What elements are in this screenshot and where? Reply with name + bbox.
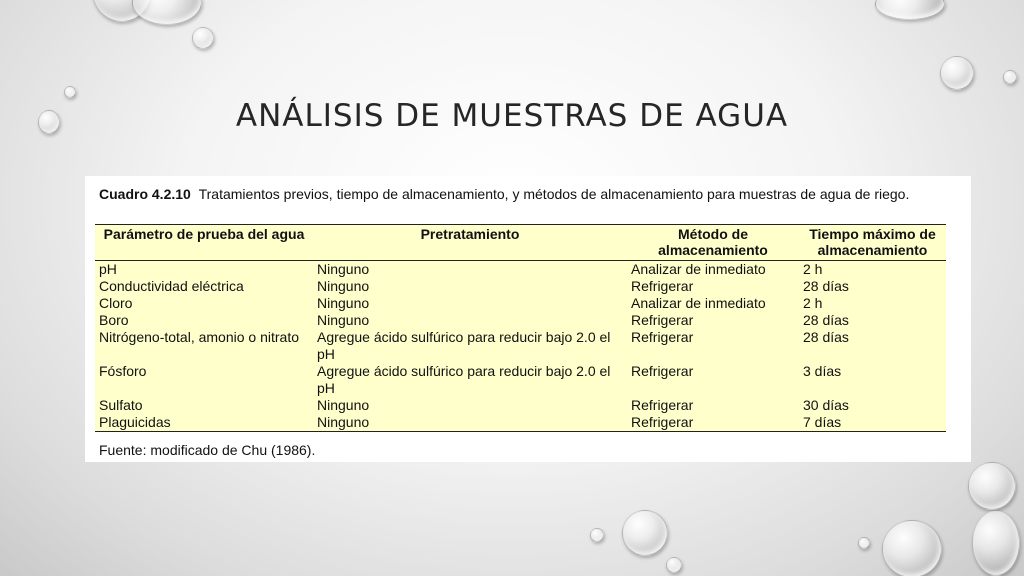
water-drop-decoration (1003, 70, 1017, 84)
cell-storage-method: Refrigerar (631, 329, 694, 345)
cell-max-time: 28 días (803, 278, 849, 294)
header-max-storage-time: Tiempo máximo de almacenamiento (799, 225, 946, 261)
water-drop-decoration (875, 0, 945, 20)
cell-max-time: 3 días (803, 363, 842, 379)
table-row (95, 397, 946, 414)
header-pretreatment: Pretratamiento (313, 225, 627, 261)
table-source-note: Fuente: modificado de Chu (1986). (99, 442, 316, 458)
cell-pretreatment: Ninguno (313, 414, 627, 432)
table-row (95, 278, 946, 295)
cell-parameter: Sulfato (99, 397, 143, 413)
water-drop-decoration (666, 557, 682, 573)
cell-parameter: pH (99, 261, 117, 277)
cell-parameter: Cloro (99, 295, 133, 311)
cell-parameter: Conductividad eléctrica (99, 278, 244, 294)
water-drop-decoration (858, 537, 870, 549)
cell-storage-method: Refrigerar (631, 278, 694, 294)
cell-max-time: 2 h (803, 261, 823, 277)
cell-storage-method: Refrigerar (627, 414, 799, 432)
cell-storage-method: Refrigerar (631, 312, 694, 328)
table-row (95, 261, 946, 279)
water-drop-decoration (192, 27, 214, 49)
cell-storage-method: Refrigerar (631, 363, 694, 379)
table-row (95, 312, 946, 329)
table-row (95, 363, 946, 397)
water-drop-decoration (882, 520, 942, 576)
cell-storage-method: Analizar de inmediato (631, 295, 766, 311)
table-row (95, 295, 946, 312)
cell-pretreatment: Ninguno (317, 397, 370, 413)
water-drop-decoration (590, 528, 604, 542)
cell-pretreatment: Agregue ácido sulfúrico para reducir bajo 2.0 el pH (317, 329, 611, 362)
water-drop-decoration (132, 0, 202, 25)
water-drop-decoration (622, 510, 668, 556)
cell-parameter: Nitrógeno-total, amonio o nitrato (99, 329, 299, 345)
cell-max-time: 2 h (803, 295, 823, 311)
cell-pretreatment: Ninguno (317, 312, 370, 328)
cell-parameter: Fósforo (99, 363, 147, 379)
cell-storage-method: Refrigerar (631, 397, 694, 413)
cell-max-time: 28 días (803, 312, 849, 328)
cell-pretreatment: Agregue ácido sulfúrico para reducir bajo 2.0 el pH (317, 363, 611, 396)
cell-parameter: Boro (99, 312, 129, 328)
slide-title: ANÁLISIS DE MUESTRAS DE AGUA (235, 98, 789, 134)
water-drop-decoration (972, 510, 1020, 576)
header-storage-method: Método de almacenamiento (627, 225, 799, 261)
caption-text: Tratamientos previos, tiempo de almacenamiento, y métodos de almacenamiento para muestras de agua de riego. (198, 186, 910, 202)
table-header-row (95, 225, 946, 261)
table-row (95, 329, 946, 363)
cell-max-time: 28 días (803, 329, 849, 345)
table-image-panel (85, 176, 971, 462)
water-drop-decoration (968, 462, 1016, 510)
cell-pretreatment: Ninguno (317, 295, 370, 311)
water-drop-decoration (940, 56, 974, 90)
cell-storage-method: Analizar de inmediato (631, 261, 766, 277)
table-row (95, 414, 946, 432)
cell-max-time: 7 días (799, 414, 946, 432)
header-parameter: Parámetro de prueba del agua (95, 225, 313, 261)
cell-pretreatment: Ninguno (317, 278, 370, 294)
cell-parameter: Plaguicidas (95, 414, 313, 432)
caption-label: Cuadro 4.2.10 (99, 186, 191, 202)
water-sample-table (95, 224, 946, 432)
cell-pretreatment: Ninguno (317, 261, 370, 277)
cell-max-time: 30 días (803, 397, 849, 413)
water-drop-decoration (64, 86, 76, 98)
table-caption (99, 186, 959, 202)
